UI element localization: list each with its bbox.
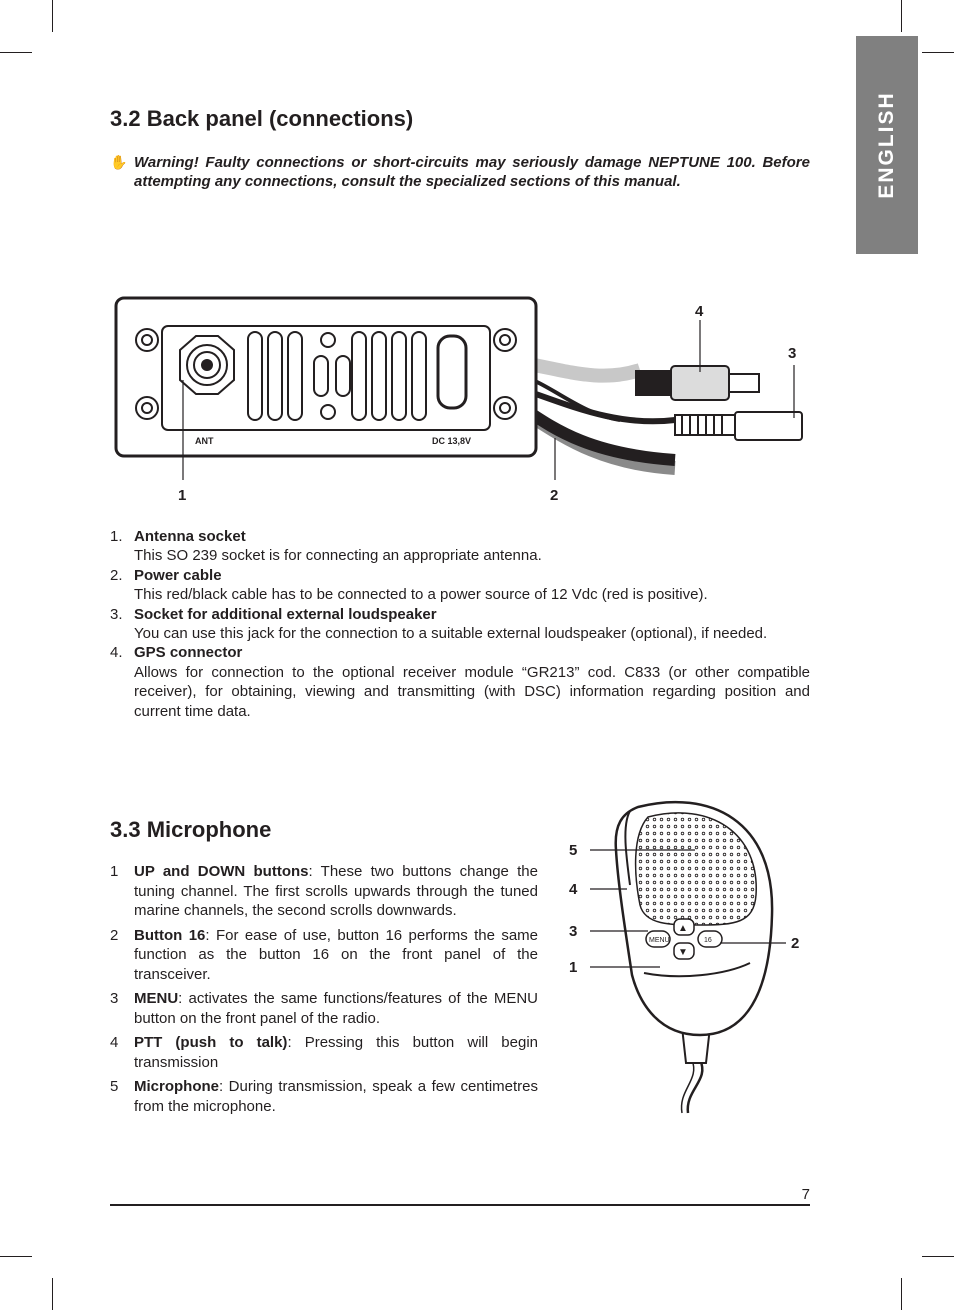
- callout-4: 4: [695, 303, 704, 320]
- item-number: 5: [110, 1078, 119, 1095]
- item-title: PTT (push to talk): [134, 1034, 288, 1051]
- item-title: MENU: [134, 990, 179, 1007]
- item-title: Power cable: [134, 566, 222, 584]
- item-text: You can use this jack for the connection to a suitable external loudspeaker (optional), if needed.: [134, 625, 768, 643]
- item-text: : activates the same functions/features of the MENU button on the front panel of the radio.: [134, 990, 538, 1027]
- footer-rule: [110, 1204, 810, 1206]
- item-number: 1.: [110, 528, 123, 545]
- item-text: : During transmission, speak a few centimetres from the microphone.: [134, 1078, 538, 1115]
- connections-list: [110, 527, 810, 721]
- menu-button-label: MENU: [649, 937, 670, 944]
- item-text: This SO 239 socket is for connecting an appropriate antenna.: [134, 547, 542, 565]
- language-tab-label: ENGLISH: [875, 91, 898, 199]
- list-item: [110, 926, 538, 985]
- list-item: [110, 989, 538, 1028]
- list-item: [110, 1033, 538, 1072]
- item-title: Antenna socket: [134, 528, 246, 545]
- gps-connector-plug: [729, 374, 759, 392]
- crop-mark: [0, 52, 32, 53]
- hand-icon: ✋: [110, 154, 128, 170]
- warning-text: Warning! Faulty connections or short-circuits may seriously damage NEPTUNE 100. Before attempting any connections, consult the specialized sections of this manual.: [134, 154, 810, 190]
- item-title: UP and DOWN buttons: [134, 863, 309, 880]
- list-item: [110, 862, 538, 921]
- callout-1: 1: [178, 487, 187, 504]
- item-text: : These two buttons change the tuning channel. The first scrolls upwards through the tuned marine channels, the second scrolls downwards.: [134, 863, 538, 919]
- mic-callout-3: 3: [569, 923, 578, 940]
- crop-mark: [922, 52, 954, 53]
- ant-label: ANT: [195, 436, 214, 446]
- mic-callout-5: 5: [569, 842, 578, 859]
- callout-2: 2: [550, 487, 559, 504]
- crop-mark: [0, 1256, 32, 1257]
- microphone-list: [110, 862, 538, 1121]
- back-panel-diagram: [100, 290, 830, 510]
- crop-mark: [52, 1278, 53, 1310]
- language-tab: [856, 36, 918, 254]
- speaker-jack-body: [735, 412, 802, 440]
- item-text: This red/black cable has to be connected to a power source of 12 Vdc (red is positive).: [134, 586, 708, 604]
- mic-callout-1: 1: [569, 959, 578, 976]
- item-text: : For ease of use, button 16 performs the same function as the button 16 on the front panel of the transceiver.: [134, 926, 538, 983]
- crop-mark: [922, 1256, 954, 1257]
- item-text: Allows for connection to the optional receiver module “GR213” cod. C833 (or other compatible receiver), for obtaining, viewing and transmitting (with DSC) information regarding position and current time data.: [134, 663, 810, 720]
- mic-cord: [688, 1060, 703, 1113]
- item-title: GPS connector: [134, 644, 243, 662]
- gps-connector-strain: [635, 370, 671, 396]
- item-number: 2.: [110, 566, 123, 584]
- item-text: : Pressing this button will begin transmission: [134, 1034, 538, 1071]
- microphone-diagram: [560, 795, 810, 1115]
- mic-callout-2: 2: [791, 935, 800, 952]
- list-item: [110, 1077, 538, 1116]
- mic-callout-4: 4: [569, 881, 578, 898]
- item-number: 3.: [110, 605, 123, 623]
- item-number: 2: [110, 926, 119, 944]
- item-title: Microphone: [134, 1078, 219, 1095]
- item-number: 4.: [110, 644, 123, 662]
- page-number: 7: [801, 1186, 810, 1203]
- item-number: 3: [110, 990, 119, 1007]
- up-arrow-icon: ▲: [678, 923, 688, 934]
- list-item: [110, 643, 810, 721]
- item-number: 4: [110, 1034, 119, 1051]
- item-title: Socket for additional external loudspeaker: [134, 605, 437, 623]
- down-arrow-icon: ▼: [678, 947, 688, 958]
- section-heading-back-panel: 3.2 Back panel (connections): [110, 106, 414, 131]
- section-heading-microphone: 3.3 Microphone: [110, 817, 272, 842]
- cable-gland: [438, 336, 466, 408]
- callout-3: 3: [788, 345, 797, 362]
- dc-label: DC 13,8V: [432, 436, 472, 446]
- crop-mark: [901, 0, 902, 32]
- ch16-button-label: 16: [704, 937, 712, 944]
- item-number: 1: [110, 863, 119, 880]
- crop-mark: [52, 0, 53, 32]
- list-item: [110, 566, 810, 605]
- list-item: [110, 605, 810, 644]
- warning-note: [110, 153, 810, 191]
- item-title: Button 16: [134, 926, 206, 944]
- crop-mark: [901, 1278, 902, 1310]
- list-item: [110, 527, 810, 566]
